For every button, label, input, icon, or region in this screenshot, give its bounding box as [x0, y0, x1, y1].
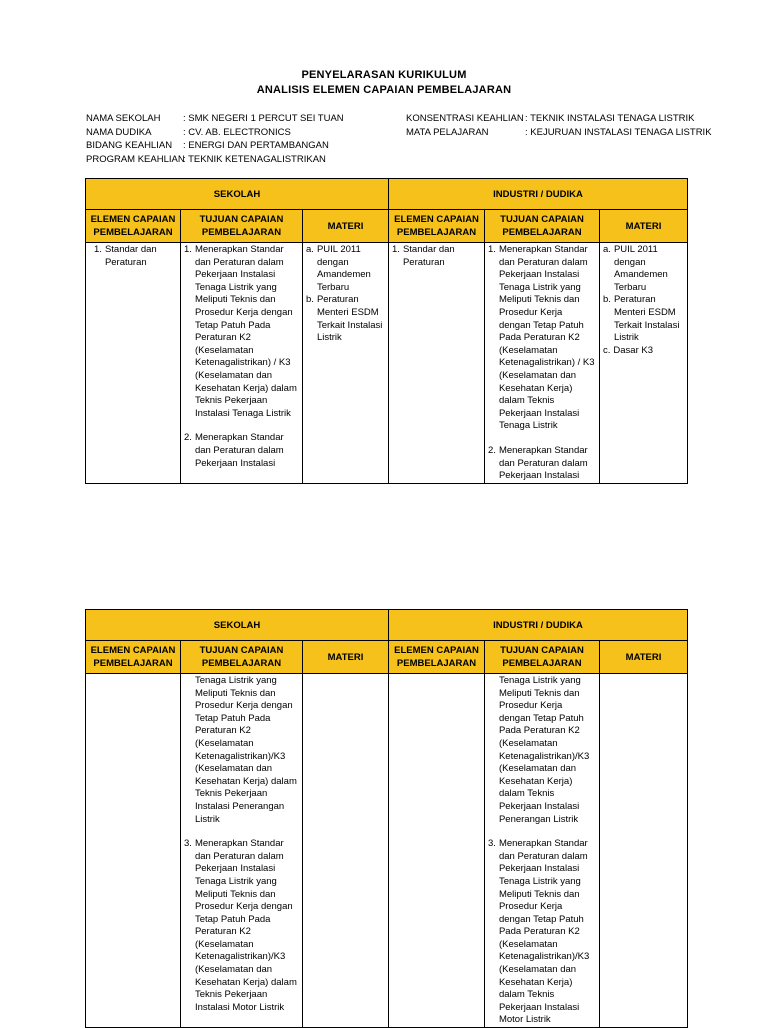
header-elemen: ELEMEN CAPAIAN PEMBELAJARAN — [86, 641, 181, 674]
header-tujuan: TUJUAN CAPAIAN PEMBELAJARAN — [485, 210, 600, 243]
list-item: 2. Menerapkan Standar dan Peraturan dalam Pekerjaan Instalasi — [184, 432, 284, 469]
document-title: PENYELARASAN KURIKULUM — [301, 69, 467, 81]
header-sekolah: SEKOLAH — [86, 179, 389, 210]
cell-industri-tujuan — [485, 243, 600, 484]
list-item: c. Dasar K3 — [603, 344, 654, 356]
header-materi: MATERI — [600, 210, 688, 243]
cell-sekolah-elemen — [86, 674, 181, 1028]
header-tujuan: TUJUAN CAPAIAN PEMBELAJARAN — [485, 641, 600, 674]
list-item: 2. Menerapkan Standar dan Peraturan dalam Pekerjaan Instalasi — [488, 444, 588, 482]
header-materi: MATERI — [303, 641, 389, 674]
cell-sekolah-elemen: 1. Standar dan Peraturan — [86, 243, 181, 484]
info-left — [86, 112, 344, 166]
header-tujuan: TUJUAN CAPAIAN PEMBELAJARAN — [181, 210, 303, 243]
cell-sekolah-materi — [303, 243, 389, 484]
header-sekolah: SEKOLAH — [86, 610, 389, 641]
cell-industri-elemen — [389, 674, 485, 1028]
document-subtitle: ANALISIS ELEMEN CAPAIAN PEMBELAJARAN — [256, 84, 512, 96]
header-elemen: ELEMEN CAPAIAN PEMBELAJARAN — [389, 210, 485, 243]
header-industri: INDUSTRI / DUDIKA — [389, 610, 688, 641]
list-item: b. Peraturan Menteri ESDM Terkait Instalasi Listrik — [306, 294, 383, 344]
info-row-mata-pelajaran: MATA PELAJARAN : KEJURUAN INSTALASI TENAGA LISTRIK — [406, 126, 712, 138]
info-row-program-keahlian: PROGRAM KEAHLIAN : TEKNIK KETENAGALISTRIKAN — [86, 153, 326, 165]
header-materi: MATERI — [303, 210, 389, 243]
header-materi: MATERI — [600, 641, 688, 674]
cell-industri-materi — [600, 243, 688, 484]
header-elemen: ELEMEN CAPAIAN PEMBELAJARAN — [86, 210, 181, 243]
list-item: a. PUIL 2011 dengan Amandemen Terbaru — [306, 244, 371, 293]
header-industri: INDUSTRI / DUDIKA — [389, 179, 688, 210]
alignment-table-2 — [85, 609, 688, 1028]
list-item: 1. Menerapkan Standar dan Peraturan dalam Pekerjaan Instalasi Tenaga Listrik yang Meliputi Teknis dan Prosedur Kerja dengan Tetap Patuh Pada Peraturan K2 (Keselamatan Ketenagalistrikan) / K3 (Keselamatan dan Kesehatan Kerja) dalam Teknis Pekerjaan Instalasi Tenaga Listrik — [184, 244, 297, 419]
cell-sekolah-tujuan — [181, 674, 303, 1028]
info-row-bidang-keahlian: BIDANG KEAHLIAN : ENERGI DAN PERTAMBANGAN — [86, 140, 329, 151]
list-item: Tenaga Listrik yang Meliputi Teknis dan Prosedur Kerja dengan Tetap Patuh Pada Peraturan K2 (Keselamatan Ketenagalistrikan)/K3 (Keselamatan dan Kesehatan Kerja) dalam Teknis Pekerjaan Instalasi Penerangan Listrik — [194, 675, 297, 825]
list-item: b. Peraturan Menteri ESDM Terkait Instalasi Listrik — [603, 294, 680, 344]
cell-industri-materi — [600, 674, 688, 1028]
info-row-nama-dudika: NAMA DUDIKA : CV. AB. ELECTRONICS — [86, 126, 291, 138]
list-item: 1. Menerapkan Standar dan Peraturan dalam Pekerjaan Instalasi Tenaga Listrik yang Meliputi Teknis dan Prosedur Kerja dengan Tetap Patuh Pada Peraturan K2 (Keselamatan Ketenagalistrikan) / K3 (Keselamatan dan Kesehatan Kerja) dalam Teknis Pekerjaan Instalasi Tenaga Listrik — [488, 244, 595, 432]
header-tujuan: TUJUAN CAPAIAN PEMBELAJARAN — [181, 641, 303, 674]
header-elemen: ELEMEN CAPAIAN PEMBELAJARAN — [389, 641, 485, 674]
info-right — [406, 112, 712, 139]
list-item: a. PUIL 2011 dengan Amandemen Terbaru — [603, 244, 668, 293]
info-row-nama-sekolah: NAMA SEKOLAH : SMK NEGERI 1 PERCUT SEI TUAN — [86, 113, 344, 124]
cell-sekolah-materi — [303, 674, 389, 1028]
alignment-table-1 — [85, 178, 688, 484]
cell-sekolah-tujuan — [181, 243, 303, 484]
list-item: 3. Menerapkan Standar dan Peraturan dalam Pekerjaan Instalasi Tenaga Listrik yang Meliputi Teknis dan Prosedur Kerja dengan Tetap Patuh Pada Peraturan K2 (Keselamatan Ketenagalistrikan)/K3 (Keselamatan dan Kesehatan Kerja) dalam Teknis Pekerjaan Instalasi Motor Listrik — [184, 838, 297, 1013]
cell-industri-elemen: 1. Standar dan Peraturan — [389, 243, 485, 484]
cell-industri-tujuan — [485, 674, 600, 1028]
list-item: Tenaga Listrik yang Meliputi Teknis dan Prosedur Kerja dengan Tetap Patuh Pada Peraturan K2 (Keselamatan Ketenagalistrikan)/K3 (Keselamatan dan Kesehatan Kerja) dalam Teknis Pekerjaan Instalasi Penerangan Listrik — [498, 675, 590, 825]
info-row-konsentrasi-keahlian: KONSENTRASI KEAHLIAN : TEKNIK INSTALASI TENAGA LISTRIK — [406, 113, 695, 124]
list-item: 3. Menerapkan Standar dan Peraturan dalam Pekerjaan Instalasi Tenaga Listrik yang Meliputi Teknis dan Prosedur Kerja dengan Tetap Patuh Pada Peraturan K2 (Keselamatan Ketenagalistrikan)/K3 (Keselamatan dan Kesehatan Kerja) dalam Teknis Pekerjaan Instalasi Motor Listrik — [488, 838, 590, 1026]
